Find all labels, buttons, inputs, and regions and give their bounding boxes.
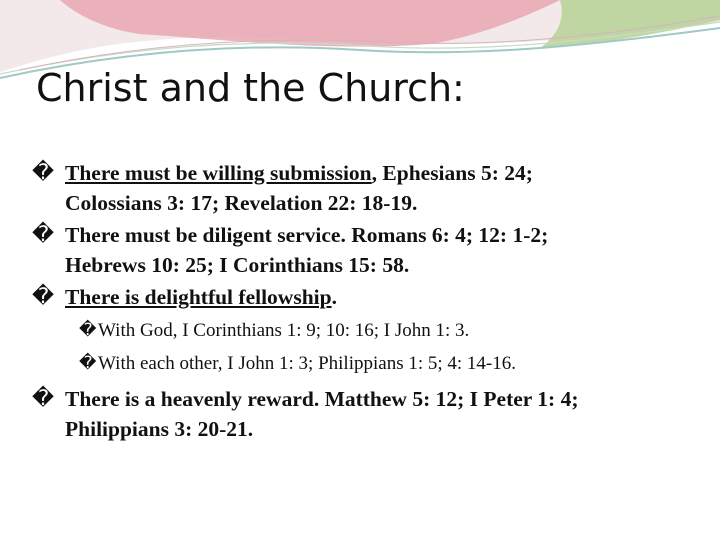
point-text: , Ephesians 5: 24; bbox=[371, 161, 533, 185]
subpoint-text: With God, I Corinthians 1: 9; 10: 16; I John 1: 3. bbox=[98, 320, 470, 341]
point-text: . bbox=[331, 285, 337, 309]
point-heavenly-reward bbox=[32, 384, 712, 444]
point-text-continued: Colossians 3: 17; Revelation 22: 18-19. bbox=[65, 191, 418, 215]
bullet-icon: � bbox=[32, 386, 55, 411]
slide-title: Christ and the Church: bbox=[36, 66, 465, 110]
point-text-continued: Philippians 3: 20-21. bbox=[65, 417, 254, 441]
slide-body bbox=[32, 158, 712, 446]
point-text-continued: Hebrews 10: 25; I Corinthians 15: 58. bbox=[65, 253, 410, 277]
subpoint-with-god bbox=[32, 314, 712, 347]
point-underlined-text: There must be willing submission bbox=[65, 161, 372, 185]
subpoint-with-each-other bbox=[32, 347, 712, 380]
point-willing-submission bbox=[32, 158, 712, 218]
bullet-icon: � bbox=[32, 222, 55, 247]
point-diligent-service bbox=[32, 220, 712, 280]
subpoint-text: With each other, I John 1: 3; Philippians 1: 5; 4: 14-16. bbox=[98, 353, 517, 374]
bullet-icon: � bbox=[79, 353, 97, 373]
point-text: There must be diligent service. Romans 6: 4; 12: 1-2; bbox=[65, 223, 549, 247]
bullet-icon: � bbox=[32, 160, 55, 185]
point-delightful-fellowship bbox=[32, 282, 712, 312]
bullet-icon: � bbox=[32, 284, 55, 309]
bullet-icon: � bbox=[79, 320, 97, 340]
point-underlined-text: There is delightful fellowship bbox=[65, 285, 332, 309]
point-text: There is a heavenly reward. Matthew 5: 12; I Peter 1: 4; bbox=[65, 387, 579, 411]
